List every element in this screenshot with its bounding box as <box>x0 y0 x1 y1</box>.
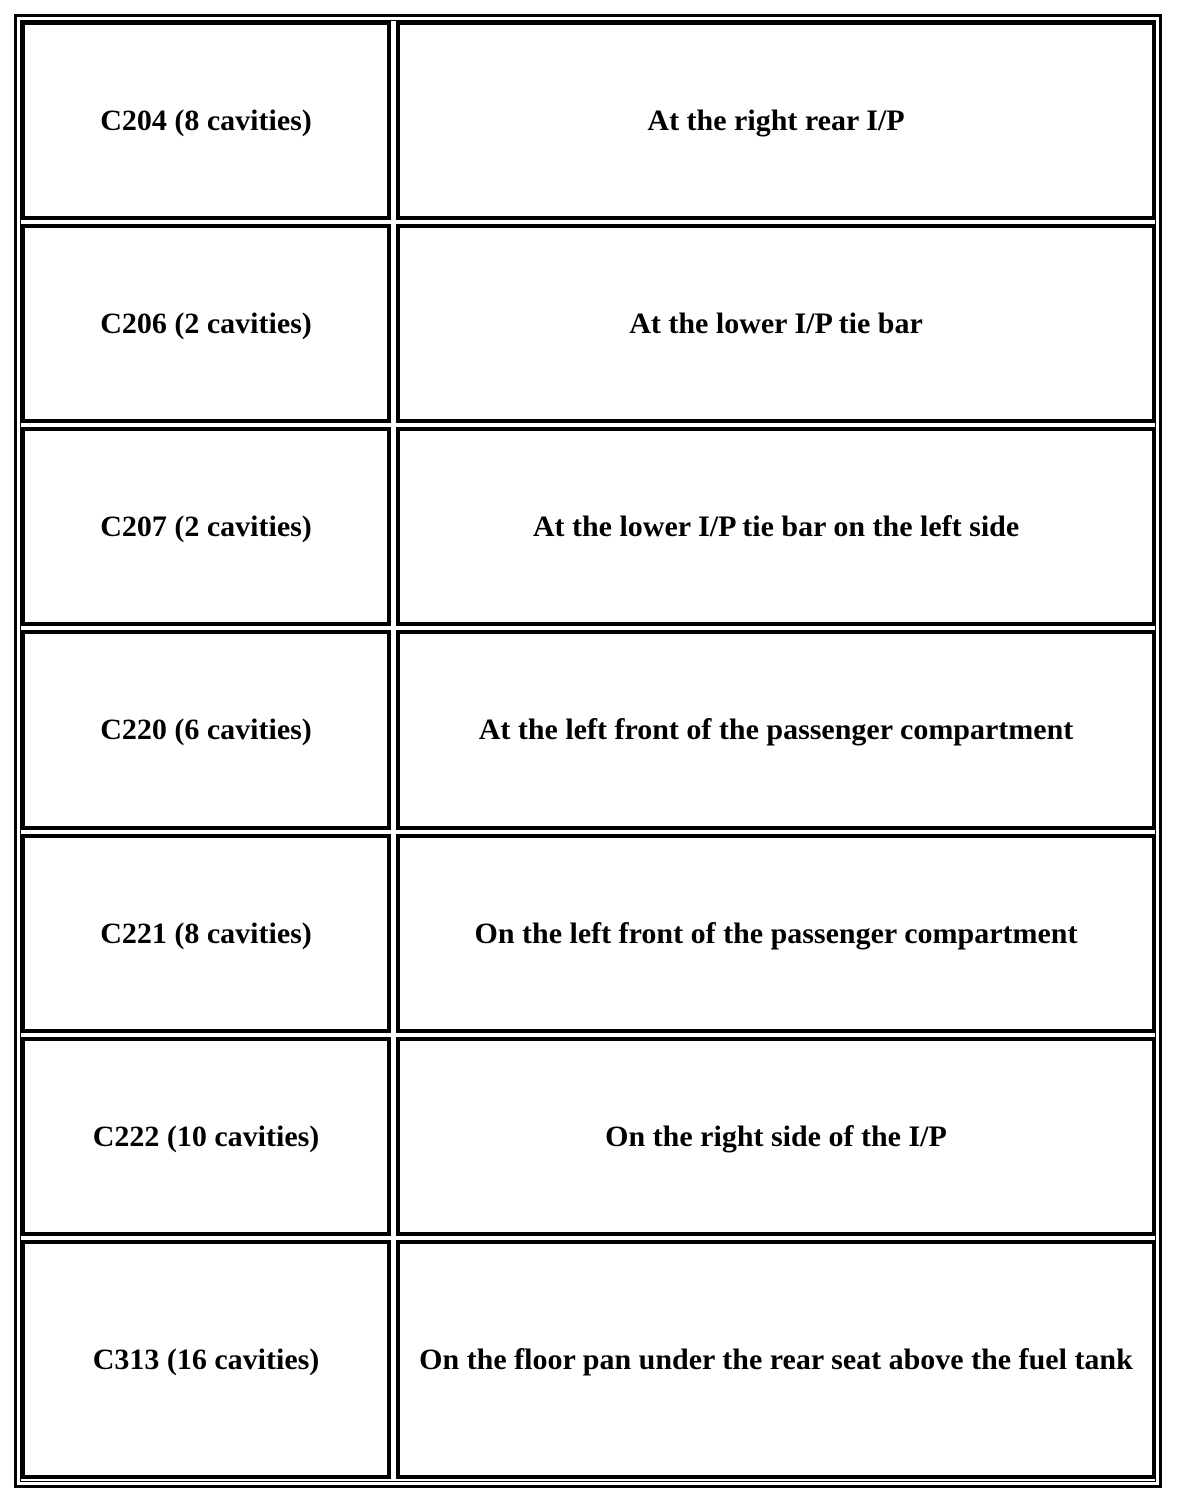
table-cell-connector: C207 (2 cavities) <box>21 427 391 626</box>
table-cell-location: At the left front of the passenger compartment <box>396 630 1156 830</box>
table-cell-location: At the lower I/P tie bar on the left side <box>396 427 1156 626</box>
table-cell-connector: C220 (6 cavities) <box>21 630 391 830</box>
table-cell-connector: C206 (2 cavities) <box>21 224 391 423</box>
table-cell-connector: C313 (16 cavities) <box>21 1240 391 1479</box>
table-cell-location: On the floor pan under the rear seat above the fuel tank <box>396 1240 1156 1479</box>
table-cell-location: At the right rear I/P <box>396 21 1156 220</box>
table-cell-connector: C222 (10 cavities) <box>21 1037 391 1236</box>
table-cell-location: On the left front of the passenger compartment <box>396 834 1156 1033</box>
connector-table <box>14 14 1162 1488</box>
table-cell-connector: C204 (8 cavities) <box>21 21 391 220</box>
table-cell-location: On the right side of the I/P <box>396 1037 1156 1236</box>
table-cell-connector: C221 (8 cavities) <box>21 834 391 1033</box>
table-cell-location: At the lower I/P tie bar <box>396 224 1156 423</box>
